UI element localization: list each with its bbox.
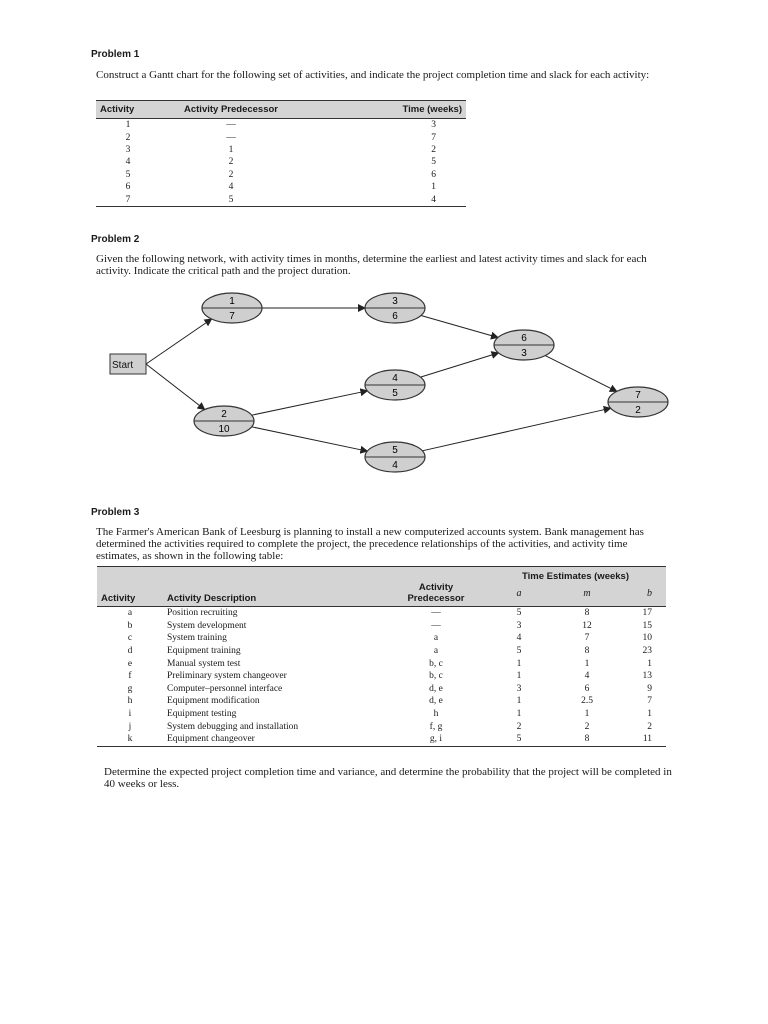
table-cell: 23 [642, 646, 652, 657]
table-cell: i [128, 709, 132, 720]
table-cell: j [128, 721, 132, 732]
node-id-label: 1 [229, 296, 235, 307]
table-cell: 4 [516, 633, 522, 644]
table-cell: 6 [584, 683, 590, 694]
table-cell: Manual system test [167, 658, 241, 669]
table-cell: 2 [431, 144, 436, 155]
edge-6-7 [545, 356, 617, 392]
table-row [96, 119, 466, 132]
node-id-label: 6 [521, 333, 527, 344]
network-diagram [100, 288, 680, 483]
network-node-3 [365, 293, 425, 323]
problem-1-table [96, 100, 466, 207]
table-row [96, 181, 466, 193]
edge-5-7 [422, 408, 610, 451]
table-cell: 1 [584, 709, 590, 720]
table-cell: 1 [431, 182, 436, 193]
edge-2-4 [252, 391, 368, 415]
edge-2-5 [252, 427, 368, 451]
col-predecessor: Activity Predecessor [160, 101, 302, 119]
problem-2-intro: Given the following network, with activity times in months, determine the earliest and latest activity times and slack for each activity. Indicate the critical path and the project duration. [96, 253, 647, 277]
col-a: a [485, 582, 553, 607]
table-cell: g, i [387, 733, 485, 746]
table-row [96, 169, 466, 181]
problem-1-heading: Problem 1 [91, 49, 140, 60]
table-cell: System development [167, 620, 247, 631]
table-cell: Equipment training [167, 646, 241, 657]
network-node-6 [494, 330, 554, 360]
table-row [97, 645, 666, 658]
table-cell: 11 [621, 733, 666, 746]
table-row [97, 657, 666, 670]
col-activity: Activity [96, 101, 160, 119]
table-cell: b, c [429, 658, 443, 669]
col-time-estimates: Time Estimates (weeks) [485, 567, 666, 583]
table-cell: 5 [125, 169, 131, 180]
table-cell: 2 [647, 721, 652, 732]
table-cell: 3 [431, 120, 436, 131]
table-cell: 6 [431, 169, 436, 180]
table-cell: System debugging and installation [167, 721, 299, 732]
table-row [96, 156, 466, 168]
table-row [97, 708, 666, 721]
table-cell: 5 [485, 733, 553, 746]
node-id-label: 5 [392, 445, 398, 456]
table-row [97, 695, 666, 708]
node-time-label: 6 [392, 311, 398, 322]
table-cell: 7 [431, 132, 436, 143]
table-cell: 2 [125, 132, 131, 143]
node-time-label: 5 [392, 388, 398, 399]
table-cell: f [128, 671, 132, 682]
table-cell: Equipment testing [167, 709, 237, 720]
table-cell: d [127, 646, 133, 657]
table-cell: Equipment changeover [163, 733, 387, 746]
node-id-label: 2 [221, 409, 227, 420]
node-time-label: 3 [521, 348, 527, 359]
table-cell: a [127, 608, 133, 619]
table-cell: 6 [125, 182, 131, 193]
node-id-label: 7 [635, 390, 641, 401]
problem-3-intro: The Farmer's American Bank of Leesburg is planning to install a new computerized accounts system. Bank management has determined the activities required to complete the project, the precedence relationships of the activities, and activity time estimates, as shown in the following table: [96, 526, 644, 562]
edge-3-6 [421, 315, 498, 337]
table-row [97, 733, 666, 746]
table-cell: a [433, 646, 439, 657]
table-cell: — [226, 132, 236, 143]
network-node-4 [365, 370, 425, 400]
network-node-1 [202, 293, 262, 323]
table-row [96, 193, 466, 206]
table-cell: 4 [125, 157, 131, 168]
edge-start-1 [146, 319, 212, 364]
problem-3-table [97, 566, 666, 747]
node-id-label: 4 [392, 373, 398, 384]
table-cell: k [97, 733, 163, 746]
table-cell: 2 [228, 157, 234, 168]
table-cell: g [127, 683, 133, 694]
table-cell: Position recruiting [167, 608, 238, 619]
network-node-7 [608, 387, 668, 417]
table-cell: 13 [642, 671, 652, 682]
start-node [110, 354, 146, 374]
col-time: Time (weeks) [302, 101, 466, 119]
problem-1-intro: Construct a Gantt chart for the following set of activities, and indicate the project completion time and slack for each activity: [96, 69, 650, 81]
table-cell: h [127, 696, 133, 707]
table-cell: 2 [584, 721, 590, 732]
table-cell: 8 [584, 646, 590, 657]
table-cell: — [431, 620, 441, 631]
table-cell: 3 [516, 683, 522, 694]
table-cell: b, c [429, 671, 443, 682]
table-cell: 9 [647, 683, 652, 694]
table-cell: 1 [228, 144, 234, 155]
table-cell: 5 [516, 646, 522, 657]
problem-1-table-body [96, 119, 466, 207]
col-description: Activity Description [163, 582, 387, 607]
table-cell: 1 [125, 120, 131, 131]
col-b: b [621, 582, 666, 607]
table-cell: b [127, 620, 133, 631]
table-cell: 4 [584, 671, 590, 682]
table-row [96, 144, 466, 156]
node-time-label: 4 [392, 460, 398, 471]
table-row [97, 683, 666, 696]
table-cell: 12 [582, 620, 592, 631]
table-cell: 4 [228, 182, 234, 193]
col-activity: Activity [97, 582, 163, 607]
col-m: m [553, 582, 621, 607]
table-cell: — [431, 608, 441, 619]
table-cell: d, e [429, 683, 443, 694]
table-cell: Computer–personnel interface [167, 683, 283, 694]
table-cell: 1 [516, 696, 522, 707]
table-cell: f, g [429, 721, 443, 732]
table-cell: 4 [302, 193, 466, 206]
problem-3-table-body [97, 607, 666, 747]
node-id-label: 3 [392, 296, 398, 307]
node-time-label: 10 [218, 424, 230, 435]
table-cell: 1 [647, 709, 652, 720]
table-cell: 17 [642, 608, 652, 619]
table-row [96, 131, 466, 143]
table-cell: c [127, 633, 133, 644]
table-cell: 2 [228, 169, 234, 180]
table-cell: e [127, 658, 133, 669]
table-cell: 1 [516, 709, 522, 720]
table-cell: 1 [647, 658, 652, 669]
node-time-label: 2 [635, 405, 641, 416]
table-cell: 2 [516, 721, 522, 732]
table-cell: 3 [125, 144, 131, 155]
table-cell: — [226, 120, 236, 131]
table-cell: 1 [584, 658, 590, 669]
table-cell: 7 [96, 193, 160, 206]
table-cell: 3 [516, 620, 522, 631]
table-cell: d, e [429, 696, 443, 707]
table-cell: Preliminary system changeover [167, 671, 287, 682]
table-cell: 8 [553, 733, 621, 746]
problem-3-heading: Problem 3 [91, 507, 140, 518]
table-cell: h [433, 709, 439, 720]
table-row [97, 607, 666, 620]
table-row [97, 632, 666, 645]
table-cell: 5 [431, 157, 436, 168]
table-cell: 7 [584, 633, 590, 644]
network-node-2 [194, 406, 254, 436]
table-cell: 1 [516, 671, 522, 682]
table-cell: a [433, 633, 439, 644]
table-cell: 10 [642, 633, 652, 644]
table-row [97, 720, 666, 733]
edge-start-2 [146, 364, 205, 410]
table-cell: 15 [642, 620, 652, 631]
table-cell: 5 [516, 608, 522, 619]
table-cell: 5 [160, 193, 302, 206]
table-cell: 1 [516, 658, 522, 669]
table-row [97, 620, 666, 633]
node-time-label: 7 [229, 311, 235, 322]
table-cell: 2.5 [581, 696, 593, 707]
table-cell: 7 [647, 696, 652, 707]
network-node-5 [365, 442, 425, 472]
network-nodes [110, 293, 668, 472]
col-predecessor: Activity Predecessor [387, 582, 485, 607]
problem-3-closing: Determine the expected project completion time and variance, and determine the probability that the project will be completed in 40 weeks or less. [104, 766, 672, 790]
table-cell: 8 [584, 608, 590, 619]
table-cell: System training [167, 633, 227, 644]
table-cell: Equipment modification [167, 696, 260, 707]
table-row [97, 670, 666, 683]
start-label: Start [112, 360, 134, 371]
edge-4-6 [420, 353, 498, 377]
problem-2-heading: Problem 2 [91, 234, 140, 245]
